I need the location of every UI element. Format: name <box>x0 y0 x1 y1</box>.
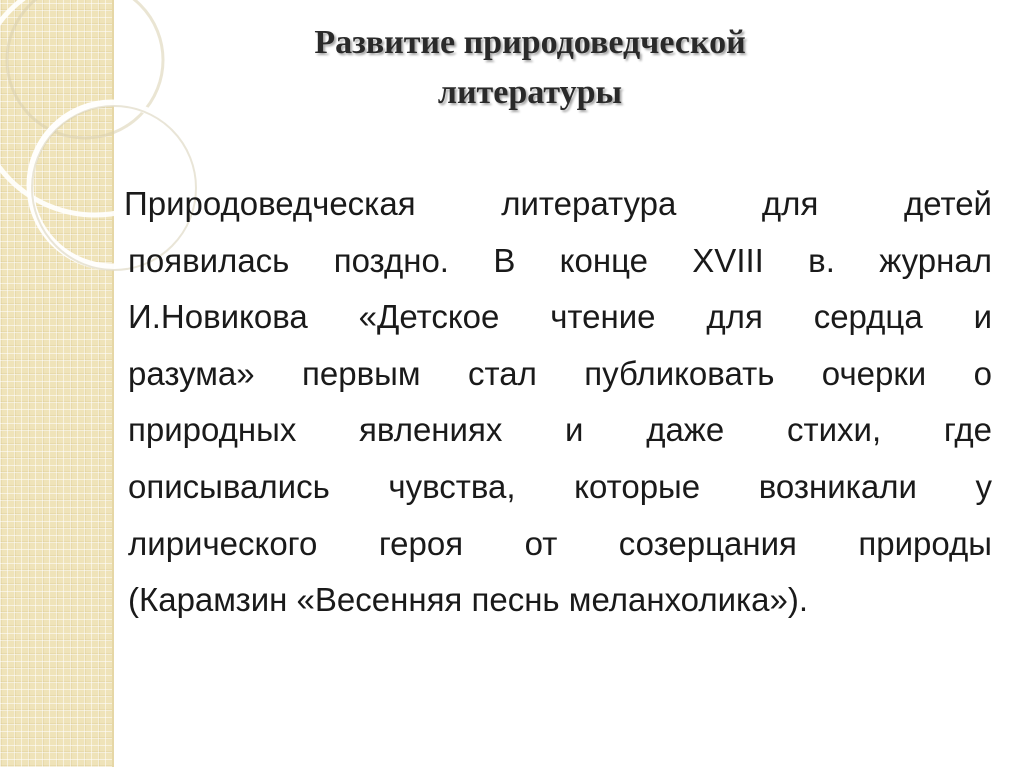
body-line-5: природных явлениях и даже стихи, где <box>128 411 992 449</box>
slide-title-line-1: Развитие природоведческой <box>314 24 746 61</box>
decorative-circle-medium <box>7 0 163 138</box>
body-line-7: лирического героя от созерцания природы <box>128 524 992 562</box>
slide-title <box>190 18 870 118</box>
body-line-8: (Карамзин «Весенняя песнь меланхолика»). <box>128 581 809 619</box>
body-line-6: описывались чувства, которые возникали у <box>128 467 992 505</box>
body-line-3: И.Новикова «Детское чтение для сердца и <box>128 298 992 336</box>
body-line-4: разума» первым стал публиковать очерки о <box>128 354 992 392</box>
slide-title-line-2: литературы <box>437 74 623 111</box>
body-line-2: появилась поздно. В конце XVIII в. журнал <box>128 241 992 279</box>
body-line-1: Природоведческая литература для детей <box>124 185 992 222</box>
slide-body-paragraph <box>124 176 992 629</box>
